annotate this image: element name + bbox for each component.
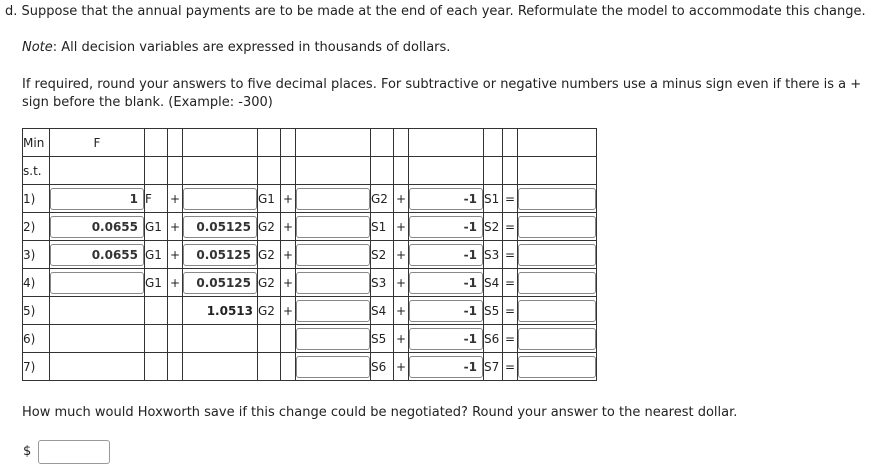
var-name: S6 [484,331,500,346]
constraint-label: 5) [23,303,36,318]
var-name: G1 [145,219,162,234]
empty-cell [281,157,296,185]
coef-input[interactable]: 0.0655 [50,216,144,238]
rhs-input[interactable] [518,356,596,378]
rhs-cell[interactable] [518,185,597,213]
var-cell [145,213,168,241]
var-cell [484,269,503,297]
var-name: F [145,191,152,206]
constraint-label-cell [23,325,50,353]
coef-input[interactable] [296,328,370,350]
coef-cell [50,353,145,381]
empty-cell [503,129,518,157]
op-cell [168,325,183,353]
var-cell [371,213,394,241]
constraint-label: 6) [23,331,36,346]
coef-cell[interactable] [409,325,484,353]
objective-var-f: F [93,135,101,150]
constraint-row [23,185,597,213]
rhs-input[interactable] [518,244,596,266]
coef-cell[interactable] [409,213,484,241]
rhs-input[interactable] [518,216,596,238]
rhs-input[interactable] [518,328,596,350]
plus-sign: + [282,191,294,206]
empty-cell [168,157,183,185]
min-label: Min [23,135,45,150]
empty-cell [394,129,409,157]
op-cell [394,325,409,353]
rhs-cell[interactable] [518,241,597,269]
plus-sign: + [395,275,407,290]
equals-sign: = [504,331,516,346]
constraint-row [23,297,597,325]
var-name: S1 [484,191,500,206]
op-cell [503,325,518,353]
var-cell [258,213,281,241]
empty-cell [281,129,296,157]
var-name: G1 [258,191,275,206]
op-cell [503,353,518,381]
var-cell [371,297,394,325]
plus-sign: + [395,331,407,346]
plus-sign: + [282,303,294,318]
var-name: G2 [371,191,388,206]
op-cell [168,213,183,241]
rhs-input[interactable] [518,188,596,210]
coef-cell[interactable] [296,185,371,213]
rhs-cell[interactable] [518,269,597,297]
plus-sign: + [395,303,407,318]
coef-input[interactable]: -1 [409,188,483,210]
empty-cell [183,157,258,185]
constraint-row [23,269,597,297]
constraint-label-cell [23,297,50,325]
op-cell [281,241,296,269]
var-cell [145,241,168,269]
op-cell [168,269,183,297]
coef-input[interactable] [296,272,370,294]
plus-sign: + [169,191,181,206]
var-name: S3 [371,275,387,290]
coef-cell[interactable] [409,353,484,381]
equals-sign: = [504,219,516,234]
var-cell [258,297,281,325]
coef-cell[interactable] [50,185,145,213]
savings-question: How much would Hoxworth save if this change could be negotiated? Round your answer to the nearest dollar. [22,405,738,420]
var-cell [258,241,281,269]
empty-cell [296,129,371,157]
var-cell [258,325,281,353]
op-cell [394,185,409,213]
op-cell [168,353,183,381]
constraint-label-cell [23,241,50,269]
equals-sign: = [504,303,516,318]
dollar-sign: $ [23,444,32,459]
empty-cell [258,129,281,157]
rhs-cell[interactable] [518,325,597,353]
coef-input[interactable] [296,216,370,238]
savings-answer-input[interactable] [38,440,110,464]
op-cell [394,213,409,241]
coef-cell[interactable] [50,269,145,297]
op-cell [503,241,518,269]
equals-sign: = [504,359,516,374]
var-cell [145,353,168,381]
op-cell [281,269,296,297]
coef-input[interactable]: -1 [409,244,483,266]
plus-sign: + [169,247,181,262]
empty-cell [183,129,258,157]
var-name: S7 [484,359,500,374]
note-body: : All decision variables are expressed in thousands of dollars. [52,40,451,55]
var-name: S6 [371,359,387,374]
var-cell [145,185,168,213]
op-cell [281,185,296,213]
plus-sign: + [169,219,181,234]
empty-cell [371,129,394,157]
plus-sign: + [395,247,407,262]
coef-cell[interactable] [296,353,371,381]
empty-cell [258,157,281,185]
coef-cell[interactable] [296,213,371,241]
coef-cell[interactable] [296,297,371,325]
var-name: G1 [145,275,162,290]
coef-input[interactable] [296,244,370,266]
op-cell [503,185,518,213]
coef-cell [183,325,258,353]
rhs-cell[interactable] [518,353,597,381]
plus-sign: + [282,275,294,290]
constraint-row [23,325,597,353]
empty-cell [371,157,394,185]
equals-sign: = [504,247,516,262]
coef-input[interactable]: -1 [409,272,483,294]
var-cell [371,185,394,213]
constraint-label-cell [23,353,50,381]
var-cell [145,297,168,325]
st-label: s.t. [23,163,42,178]
op-cell [394,269,409,297]
coef-cell[interactable] [409,269,484,297]
constraint-label: 2) [23,219,36,234]
op-cell [394,297,409,325]
constraint-label: 7) [23,359,36,374]
plus-sign: + [282,219,294,234]
var-cell [371,241,394,269]
op-cell [281,213,296,241]
coef-cell[interactable] [183,241,258,269]
empty-cell [394,157,409,185]
constraint-label: 4) [23,275,36,290]
coef-cell[interactable] [183,185,258,213]
constraint-row [23,241,597,269]
var-name: G2 [258,275,275,290]
op-cell [168,297,183,325]
coef-input[interactable] [296,188,370,210]
plus-sign: + [395,359,407,374]
coef-input[interactable]: -1 [409,356,483,378]
empty-cell [518,129,597,157]
question-d-text: d. Suppose that the annual payments are to be made at the end of each year. Reformulate the model to accommodate this change. [5,4,866,19]
var-cell [258,269,281,297]
objective-row [23,129,597,157]
var-cell [484,241,503,269]
plus-sign: + [169,275,181,290]
op-cell [394,241,409,269]
coef-cell[interactable] [296,241,371,269]
note-label: Note [22,40,53,55]
coef-input[interactable]: -1 [409,216,483,238]
op-cell [281,297,296,325]
coef-input[interactable]: 0.05125 [183,216,257,238]
constraint-label: 1) [23,191,36,206]
var-name: G2 [258,219,275,234]
empty-cell [409,129,484,157]
objective-var-cell [50,129,145,157]
var-name: G2 [258,303,275,318]
empty-cell [50,157,145,185]
var-name: S5 [484,303,500,318]
coef-input[interactable]: 0.05125 [183,244,257,266]
plus-sign: + [395,191,407,206]
rhs-cell[interactable] [518,297,597,325]
empty-cell [503,157,518,185]
op-cell [168,241,183,269]
coef-input[interactable] [50,272,144,294]
var-cell [484,185,503,213]
coef-cell [50,325,145,353]
coef-input[interactable]: -1 [409,328,483,350]
coef-cell [183,297,258,325]
coef-input[interactable]: 1 [50,188,144,210]
var-cell [371,269,394,297]
constraint-label-cell [23,185,50,213]
coef-cell[interactable] [183,213,258,241]
st-row [23,157,597,185]
coef-input[interactable]: 0.0655 [50,244,144,266]
var-name: S4 [371,303,387,318]
empty-cell [145,129,168,157]
plus-sign: + [282,247,294,262]
lp-model-table [22,128,597,381]
coef-input[interactable]: 0.05125 [183,272,257,294]
equals-sign: = [504,191,516,206]
constraint-row [23,353,597,381]
op-cell [503,297,518,325]
coef-cell[interactable] [50,241,145,269]
note-text [22,40,450,55]
var-cell [484,213,503,241]
var-name: S3 [484,247,500,262]
coef-cell[interactable] [296,269,371,297]
constraint-label-cell [23,213,50,241]
coef-cell [50,297,145,325]
coef-cell[interactable] [183,269,258,297]
empty-cell [484,129,503,157]
var-cell [484,325,503,353]
coef-cell[interactable] [409,185,484,213]
instructions-text: If required, round your answers to five decimal places. For subtractive or negative numbers use a minus sign even if there is a + sign before the blank. (Example: -300) [22,77,862,110]
rhs-cell[interactable] [518,213,597,241]
coef-fixed: 1.0513 [206,303,253,318]
var-name: S2 [371,247,387,262]
op-cell [503,213,518,241]
var-cell [145,269,168,297]
coef-cell[interactable] [409,241,484,269]
empty-cell [409,157,484,185]
coef-cell[interactable] [296,325,371,353]
var-cell [258,185,281,213]
st-label-cell [23,157,50,185]
rhs-input[interactable] [518,300,596,322]
var-name: G2 [258,247,275,262]
var-cell [371,353,394,381]
empty-cell [168,129,183,157]
coef-input[interactable]: -1 [409,300,483,322]
empty-cell [296,157,371,185]
coef-cell [183,353,258,381]
var-cell [371,325,394,353]
coef-input[interactable] [183,188,257,210]
plus-sign: + [395,219,407,234]
coef-cell[interactable] [409,297,484,325]
empty-cell [518,157,597,185]
coef-input[interactable] [296,356,370,378]
var-name: S5 [371,331,387,346]
constraint-row [23,213,597,241]
constraint-label: 3) [23,247,36,262]
coef-input[interactable] [296,300,370,322]
empty-cell [484,157,503,185]
var-cell [145,325,168,353]
empty-cell [145,157,168,185]
var-cell [258,353,281,381]
equals-sign: = [504,275,516,290]
var-name: S2 [484,219,500,234]
var-name: S4 [484,275,500,290]
min-label-cell [23,129,50,157]
op-cell [503,269,518,297]
rhs-input[interactable] [518,272,596,294]
constraint-label-cell [23,269,50,297]
var-name: G1 [145,247,162,262]
op-cell [394,353,409,381]
op-cell [168,185,183,213]
op-cell [281,353,296,381]
var-name: S1 [371,219,387,234]
op-cell [281,325,296,353]
var-cell [484,297,503,325]
var-cell [484,353,503,381]
coef-cell[interactable] [50,213,145,241]
